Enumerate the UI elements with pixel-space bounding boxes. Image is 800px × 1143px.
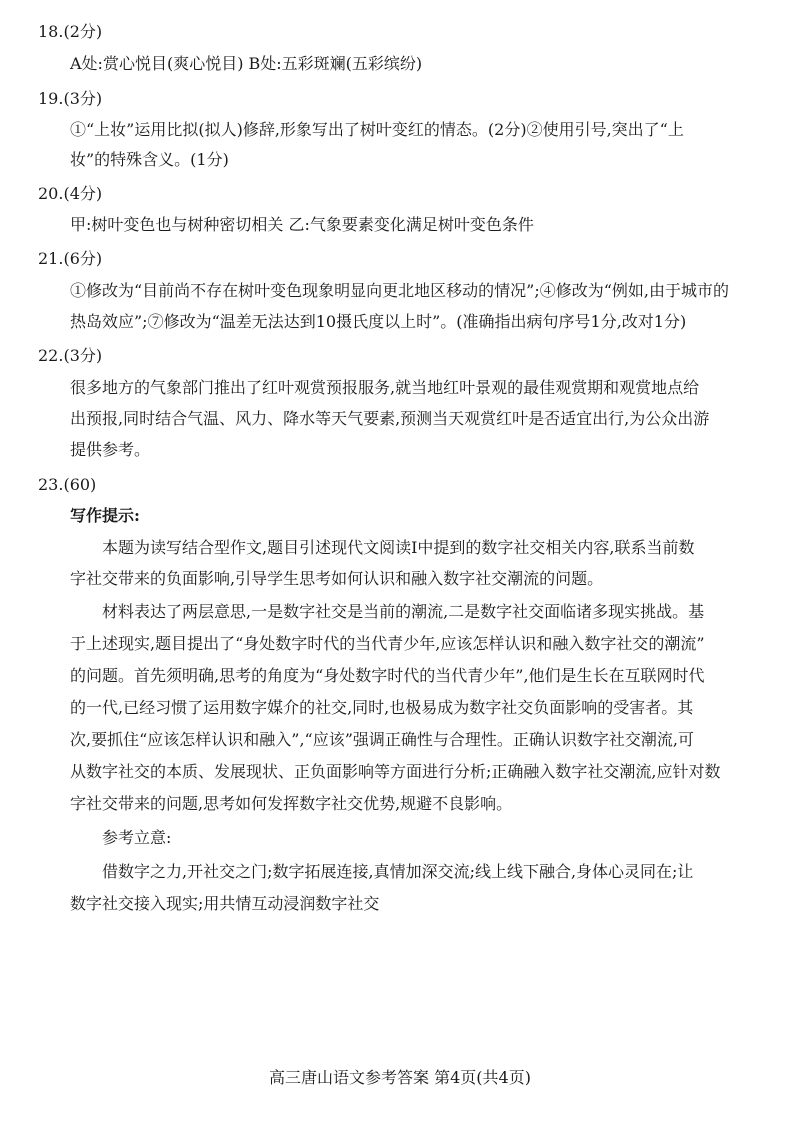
tips-para2-line-4: 的一代,已经习惯了运用数字媒介的社交,同时,也极易成为数字社交负面影响的受害者。其: [70, 698, 694, 717]
page-footer: 高三唐山语文参考答案 第4页(共4页): [269, 1068, 531, 1087]
q20-number: 20.(4分): [38, 184, 103, 203]
q23-number: 23.(60): [38, 475, 97, 494]
q20-answer: 甲:树叶变色也与树种密切相关 乙:气象要素变化满足树叶变色条件: [70, 215, 534, 234]
q22-answer-line-3: 提供参考。: [70, 440, 151, 459]
tips-para1-line-2: 字社交带来的负面影响,引导学生思考如何认识和融入数字社交潮流的问题。: [70, 569, 604, 588]
q22-number: 22.(3分): [38, 346, 103, 365]
q19-answer-line-1: ①“上妆”运用比拟(拟人)修辞,形象写出了树叶变红的情态。(2分)②使用引号,突出了“上: [70, 120, 684, 139]
tips-para2-line-6: 从数字社交的本质、发展现状、正负面影响等方面进行分析;正确融入数字社交潮流,应针对数: [70, 762, 721, 781]
reference-line-2: 数字社交接入现实;用共情互动浸润数字社交: [70, 894, 380, 913]
q21-number: 21.(6分): [38, 249, 103, 268]
tips-para2-line-7: 字社交带来的问题,思考如何发挥数字社交优势,规避不良影响。: [70, 794, 513, 813]
q18-number: 18.(2分): [38, 22, 103, 41]
q19-answer-line-2: 妆”的特殊含义。(1分): [70, 150, 229, 169]
q18-answer: A处:赏心悦目(爽心悦目) B处:五彩斑斓(五彩缤纷): [70, 54, 423, 73]
q21-answer-line-1: ①修改为“目前尚不存在树叶变色现象明显向更北地区移动的情况”;④修改为“例如,由于城市的: [70, 281, 730, 300]
tips-para2-line-1: 材料表达了两层意思,一是数字社交是当前的潮流,二是数字社交面临诸多现实挑战。基: [102, 602, 705, 621]
reference-line-1: 借数字之力,开社交之门;数字拓展连接,真情加深交流;线上线下融合,身体心灵同在;让: [102, 862, 694, 881]
tips-para1-line-1: 本题为读写结合型作文,题目引述现代文阅读Ⅰ中提到的数字社交相关内容,联系当前数: [102, 538, 695, 557]
tips-para2-line-5: 次,要抓住“应该怎样认识和融入”,“应该”强调正确性与合理性。正确认识数字社交潮流,可: [70, 730, 694, 749]
writing-tips-title: 写作提示:: [70, 506, 140, 525]
q21-answer-line-2: 热岛效应”;⑦修改为“温差无法达到10摄氏度以上时”。(准确指出病句序号1分,改对1分): [70, 312, 687, 331]
q19-number: 19.(3分): [38, 89, 103, 108]
tips-para2-line-3: 的问题。首先须明确,思考的角度为“身处数字时代的当代青少年”,他们是生长在互联网时代: [70, 666, 705, 685]
q22-answer-line-1: 很多地方的气象部门推出了红叶观赏预报服务,就当地红叶景观的最佳观赏期和观赏地点给: [70, 378, 700, 397]
reference-title: 参考立意:: [102, 828, 172, 847]
tips-para2-line-2: 于上述现实,题目提出了“身处数字时代的当代青少年,应该怎样认识和融入数字社交的潮流”: [70, 634, 705, 653]
q22-answer-line-2: 出预报,同时结合气温、风力、降水等天气要素,预测当天观赏红叶是否适宜出行,为公众出游: [70, 409, 710, 428]
